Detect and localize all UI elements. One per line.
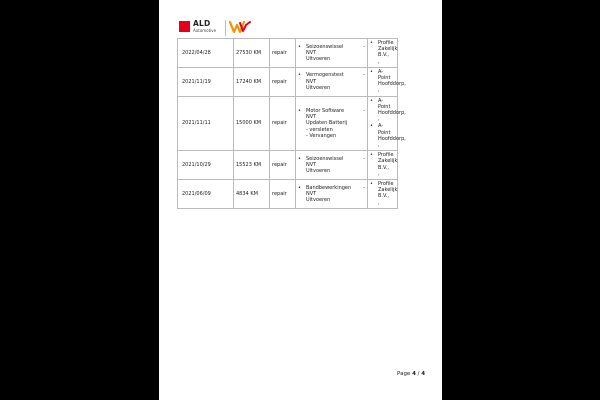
- type-cell: repair: [270, 151, 296, 180]
- dash-separator: -: [363, 107, 365, 114]
- type-cell: repair: [270, 96, 296, 151]
- work-cell: [296, 151, 368, 180]
- work-detail-line: NVT: [306, 49, 317, 56]
- maintenance-history-table: [177, 38, 406, 209]
- page-current: 4: [412, 371, 416, 377]
- garage-line: Zakelijk B.V.,: [378, 46, 398, 59]
- dash-separator: -: [363, 43, 365, 50]
- work-cell: [296, 180, 368, 209]
- table-row: [178, 67, 398, 96]
- ald-red-square-icon: [179, 21, 190, 32]
- mileage-cell: 27530 KM: [234, 39, 270, 68]
- date-cell: 2021/06/09: [178, 180, 234, 209]
- table-row: [178, 39, 398, 68]
- dash-separator: -: [363, 184, 365, 191]
- bullet-icon: •: [298, 72, 301, 79]
- garage-item: [370, 181, 398, 206]
- garage-line: Profile: [378, 181, 394, 188]
- work-title: Bandbewerkingen: [306, 184, 352, 191]
- logo-divider: [225, 20, 226, 36]
- work-title: Vermogenstest: [306, 72, 344, 79]
- garage-item: [370, 68, 406, 94]
- bullet-icon: •: [370, 68, 373, 75]
- garage-item: [370, 152, 398, 177]
- ald-automotive-logo: [179, 20, 216, 36]
- garage-cell: [368, 180, 398, 209]
- document-page: [159, 0, 442, 400]
- work-detail-line: Uitvoeren: [306, 168, 331, 175]
- work-detail-line: Uitvoeren: [306, 197, 331, 204]
- dash-separator: -: [363, 72, 365, 79]
- type-cell: repair: [270, 180, 296, 209]
- work-detail-line: NVT: [306, 190, 317, 197]
- garage-line: A-Point: [378, 97, 391, 110]
- partner-w-logo-icon: [229, 20, 251, 34]
- garage-line: Hoofddorp, ,: [378, 110, 406, 123]
- garage-line: Zakelijk B.V.,: [378, 158, 398, 171]
- work-detail-line: NVT: [306, 162, 317, 169]
- work-detail-line: Updaten Batterij: [306, 120, 348, 127]
- work-cell: [296, 39, 368, 68]
- work-item: [298, 156, 365, 162]
- garage-cell: [368, 67, 406, 96]
- garage-line: Profile: [378, 152, 394, 159]
- bullet-icon: •: [298, 155, 301, 162]
- garage-line: Hoofddorp, ,: [378, 135, 406, 149]
- garage-item: [370, 123, 406, 149]
- page-separator: /: [417, 371, 420, 377]
- bullet-icon: •: [298, 184, 301, 191]
- work-detail-line: Uitvoeren: [306, 56, 331, 62]
- work-title: Motor Software: [306, 107, 345, 114]
- garage-line: A-Point: [378, 68, 391, 82]
- dash-separator: -: [363, 155, 365, 162]
- table-row: [178, 151, 398, 180]
- type-cell: repair: [270, 67, 296, 96]
- bullet-icon: •: [370, 181, 373, 188]
- garage-item: [370, 97, 406, 123]
- work-cell: [296, 67, 368, 96]
- work-detail-line: - Vervangen: [306, 132, 337, 139]
- mileage-cell: 17240 KM: [234, 67, 270, 96]
- page-label: Page: [397, 371, 411, 377]
- work-detail-line: NVT: [306, 114, 317, 121]
- mileage-cell: 15000 KM: [234, 96, 270, 151]
- bullet-icon: •: [298, 107, 301, 114]
- work-item: [298, 185, 365, 191]
- mileage-cell: 15523 KM: [234, 151, 270, 180]
- garage-line: ,: [378, 58, 380, 65]
- work-item: [298, 44, 365, 50]
- work-detail-line: NVT: [306, 78, 317, 85]
- date-cell: 2021/11/19: [178, 67, 234, 96]
- work-title: Seizoenswissel: [306, 155, 344, 162]
- mileage-cell: 4834 KM: [234, 180, 270, 209]
- garage-cell: [368, 96, 406, 151]
- garage-cell: [368, 39, 398, 68]
- page-total: 4: [421, 371, 426, 377]
- date-cell: 2022/04/28: [178, 39, 234, 68]
- date-cell: 2021/10/29: [178, 151, 234, 180]
- bullet-icon: •: [298, 43, 301, 50]
- table-row: [178, 96, 398, 151]
- garage-line: Zakelijk B.V.,: [378, 187, 398, 200]
- date-cell: 2021/11/11: [178, 96, 234, 151]
- work-item: [298, 108, 365, 114]
- garage-line: Profile: [378, 40, 394, 46]
- ald-subtitle-text: Automotive: [193, 27, 217, 33]
- garage-line: A-Point: [378, 123, 391, 136]
- garage-item: [370, 40, 398, 65]
- bullet-icon: •: [370, 152, 373, 159]
- garage-line: Hoofddorp, ,: [378, 81, 406, 94]
- work-title: Seizoenswissel: [306, 43, 344, 50]
- bullet-icon: •: [370, 123, 373, 130]
- bullet-icon: •: [370, 40, 373, 46]
- garage-cell: [368, 151, 398, 180]
- work-item: [298, 72, 365, 78]
- table-row: [178, 180, 398, 209]
- garage-line: ,: [378, 199, 380, 206]
- page-number: [397, 371, 425, 377]
- type-cell: repair: [270, 39, 296, 68]
- ald-brand-text: ALD: [193, 19, 211, 28]
- work-detail-line: - versleten: [306, 126, 333, 133]
- bullet-icon: •: [370, 97, 373, 104]
- work-cell: [296, 96, 368, 151]
- work-detail-line: Uitvoeren: [306, 84, 331, 91]
- garage-line: ,: [378, 170, 380, 177]
